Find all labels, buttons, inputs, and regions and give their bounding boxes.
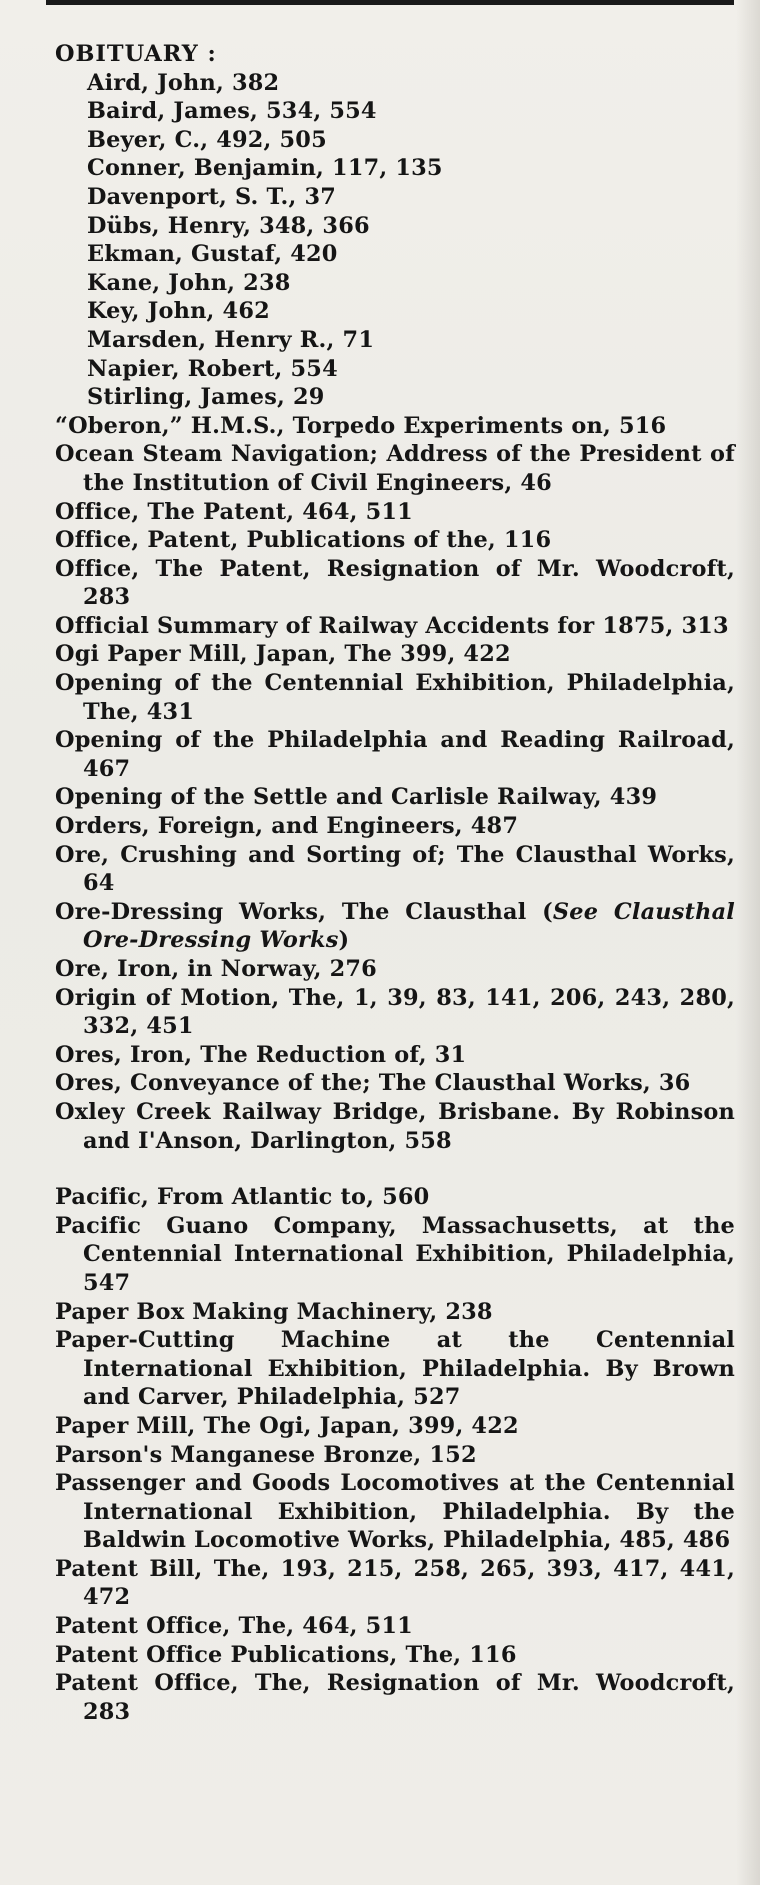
index-entry: Opening of the Centennial Exhibition, Philadelphia, The, 431: [55, 670, 735, 725]
index-entry-ore-dressing: [55, 898, 735, 955]
index-entry: Patent Office, The, Resignation of Mr. Woodcroft, 283: [55, 1670, 735, 1725]
index-entry: Pacific, From Atlantic to, 560: [55, 1184, 430, 1211]
index-entry: Patent Office, The, 464, 511: [55, 1613, 413, 1640]
index-entry: Opening of the Settle and Carlisle Railway, 439: [55, 784, 658, 811]
index-entry: Ores, Iron, The Reduction of, 31: [55, 1041, 467, 1068]
index-entry: Ocean Steam Navigation; Address of the President of the Institution of Civil Engineers, 46: [55, 441, 735, 496]
top-rule: [46, 0, 734, 5]
index-entry: Paper Box Making Machinery, 238: [55, 1298, 493, 1325]
obituary-name: Aird, John, 382: [87, 69, 280, 96]
obituary-name: Davenport, S. T., 37: [87, 183, 337, 210]
obituary-name: Napier, Robert, 554: [87, 355, 338, 382]
obituary-heading: OBITUARY :: [55, 41, 217, 67]
index-entry: Paper Mill, The Ogi, Japan, 399, 422: [55, 1412, 519, 1439]
obituary-name: Marsden, Henry R., 71: [87, 326, 375, 353]
index-entry: Patent Office Publications, The, 116: [55, 1641, 517, 1668]
index-entry: Paper-Cutting Machine at the Centennial International Exhibition, Philadelphia. By Brown and Carver, Philadelphia, 527: [55, 1327, 735, 1411]
index-entry: Ores, Conveyance of the; The Clausthal Works, 36: [55, 1070, 691, 1097]
section-gap: [55, 1155, 735, 1183]
index-entry: Ore, Iron, in Norway, 276: [55, 956, 377, 982]
obituary-name: Baird, James, 534, 554: [87, 98, 377, 125]
obituary-name: Beyer, C., 492, 505: [87, 126, 327, 153]
index-entry: Origin of Motion, The, 1, 39, 83, 141, 206, 243, 280, 332, 451: [55, 984, 735, 1040]
obituary-name: Key, John, 462: [87, 298, 270, 325]
entry-text-close: ): [338, 927, 350, 954]
index-entry: “Oberon,” H.M.S., Torpedo Experiments on, 516: [55, 412, 667, 439]
index-entry: Pacific Guano Company, Massachusetts, at the Centennial International Exhibition, Philadelphia, 547: [55, 1212, 735, 1296]
index-entry: Ogi Paper Mill, Japan, The 399, 422: [55, 641, 511, 668]
index-entry: Opening of the Philadelphia and Reading Railroad, 467: [55, 727, 735, 782]
index-entry: Parson's Manganese Bronze, 152: [55, 1441, 477, 1468]
obituary-name: Ekman, Gustaf, 420: [87, 241, 338, 268]
obituary-name: Conner, Benjamin, 117, 135: [87, 155, 443, 182]
index-entry: Official Summary of Railway Accidents for 1875, 313: [55, 612, 729, 639]
obituary-name: Stirling, James, 29: [87, 384, 325, 411]
obituary-name: Dübs, Henry, 348, 366: [87, 212, 370, 239]
index-entry: Ore, Crushing and Sorting of; The Clausthal Works, 64: [55, 841, 735, 897]
index-entry: Office, The Patent, Resignation of Mr. Woodcroft, 283: [55, 555, 735, 611]
index-column: [55, 40, 735, 1726]
index-entry: Orders, Foreign, and Engineers, 487: [55, 813, 519, 840]
obituary-name: Kane, John, 238: [87, 269, 291, 296]
entry-text: Ore-Dressing Works, The Clausthal (: [55, 898, 553, 925]
index-entry: Office, Patent, Publications of the, 116: [55, 527, 552, 554]
page-edge-shadow: [736, 0, 760, 1885]
index-entry: Passenger and Goods Locomotives at the Centennial International Exhibition, Philadelphia. By the Baldwin Locomotive Works, Philadelphia, 485, 486: [55, 1470, 735, 1554]
index-entry: Oxley Creek Railway Bridge, Brisbane. By Robinson and I'Anson, Darlington, 558: [55, 1098, 735, 1154]
see-reference: See Clausthal Ore-Dressing Works: [83, 898, 736, 954]
index-entry: Patent Bill, The, 193, 215, 258, 265, 393, 417, 441, 472: [55, 1555, 735, 1611]
index-entry: Office, The Patent, 464, 511: [55, 498, 413, 525]
